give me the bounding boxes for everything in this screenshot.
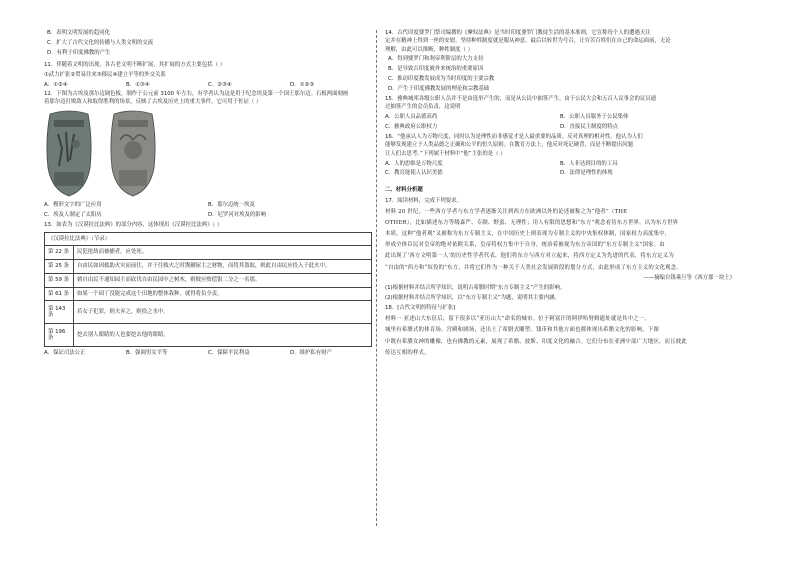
q16-stem-line1: 16．“他承认人为万物尺度，同时认为是理性而非感觉才是人最重要的品质。反对真理的相对性，他认为人们 bbox=[385, 134, 643, 141]
q13-stem: 13．如表为《汉谟拉比法典》的部分内容，这体现出《汉谟拉比法典》（ ） bbox=[44, 221, 223, 228]
q11-option-b: B．①③④ bbox=[126, 81, 150, 88]
palette-front-image bbox=[44, 110, 94, 198]
q12-options bbox=[44, 202, 372, 219]
q12-option-a: A．楔形文字的广泛应用 bbox=[44, 201, 102, 208]
q11-stem: 11．伴随着文明的出现，各古老文明不断扩展，其扩展的方式主要包括（ ） bbox=[44, 61, 226, 68]
q18-material-line: 材料一 亚述山大东征后，留下很多以“亚历山大”命名的城市。位于阿富汗的阿伊哈努姆遗址就是其中之一， bbox=[385, 316, 650, 323]
option-c: C．扩大了古代文化的传播与人类文明的交流 bbox=[47, 39, 154, 46]
q13-option-a: A．保证司法公正 bbox=[44, 350, 86, 357]
table-cell-article: 第 59 条 bbox=[45, 273, 74, 287]
right-column bbox=[385, 30, 735, 360]
table-cell-article: 第 25 条 bbox=[45, 260, 74, 274]
q14-option-c: C．推动印度教发展成为当时印度的主要宗教 bbox=[388, 76, 495, 83]
q16-option-d: D．法律是理性的体现 bbox=[560, 170, 613, 177]
q15-options bbox=[385, 114, 735, 131]
q16-option-b: B．人非达到目的的工具 bbox=[560, 160, 618, 167]
q14-stem-line2: 定并在精神上得到一丝的安慰，坚持种姓制度就是服从神意，最后以转世为号召，让穷苦百姓们在自己的命运面前，无论 bbox=[385, 38, 671, 45]
table-row bbox=[45, 324, 372, 347]
q15-option-c: C．雅典政府公职权力 bbox=[385, 124, 438, 131]
table-row bbox=[45, 301, 372, 324]
q16-option-a: A．人的思维是万物尺度 bbox=[385, 160, 443, 167]
section-heading: 二、材料分析题 bbox=[385, 187, 423, 193]
table-title: 《汉谟拉比法典》（节录） bbox=[45, 232, 372, 246]
column-divider bbox=[376, 30, 377, 526]
table-row bbox=[45, 246, 372, 260]
q18-material-line: 城里有希腊式的体育场、宫殿和剧场，还出土了希腊式雕塑。钱币和其他方面也都体现出希腊文化的影响。下图 bbox=[385, 327, 659, 334]
left-column bbox=[44, 30, 372, 360]
q17-material-line: OTHER），比如描述东方等级森严、专制、野蛮、无理性；用人有限的思想和“东方”观念看待东方世界，认为东方世界 bbox=[385, 219, 679, 226]
palette-back-image bbox=[108, 110, 158, 198]
option-b: B．表明文明发展的趋同化 bbox=[47, 30, 110, 36]
q15-option-a: A．公职人员品德高尚 bbox=[385, 114, 438, 121]
q11-option-a: A．①②④ bbox=[44, 81, 68, 88]
q17-stem: 17．阅读材料，完成下列要求。 bbox=[385, 197, 462, 204]
q16-option-c: C．教育能使人认识美德 bbox=[385, 170, 443, 177]
q14-option-d: D．产生于印度佛教发展的理论和宗教基础 bbox=[388, 86, 490, 93]
q13-option-c: C．保障平民利益 bbox=[208, 350, 250, 357]
table-row bbox=[45, 273, 372, 287]
q15-option-d: D．直接民主制度的特点 bbox=[560, 124, 619, 131]
option-d: D．有利于印度佛教的产生 bbox=[47, 49, 111, 56]
q18-material-line: 中既有希腊女神的雕像，也有佛教的元素，展现了希腊、波斯、印度文化的融合。它们分布在亚洲中部广大地区，而且彼此 bbox=[385, 338, 687, 345]
table-row bbox=[45, 260, 372, 274]
q14-option-b: B．是导致古印度被外来统治的重要原因 bbox=[388, 66, 484, 73]
q12-option-c: C．埃及人制定了太阳历 bbox=[44, 211, 102, 218]
q17-material-line: 此出现了‘西方文明第一人’的历史性学者代表，他们将东方与西方对立起来，将西方定义为先进的代表，将东方定义为 bbox=[385, 253, 674, 260]
q15-stem-line1: 15．雅典城邦各级公职人员并不是由选举产生的，而是从公民中抽签产生。由于公民大会和五百人议事会的议员通 bbox=[385, 96, 657, 103]
table-cell-text: 自由民如因救助火灾而前往，并于往救火之时觊觎屋主之财物，而将其盗取，则此自由民应投入于此火中。 bbox=[74, 260, 372, 274]
q18-material-line: 传达互相的样式。 bbox=[385, 349, 430, 356]
q11-option-d: D．①②③ bbox=[290, 81, 315, 88]
q14-stem-line1: 14．古代印度婆罗门祭司编撰的《摩奴法典》是当时印度婆罗门教徒生活的基本准则，它宣称每个人的遭遇天注 bbox=[385, 30, 651, 36]
q12-stem-line2: 着那尔迈打败敌人和取得胜利的场景，反映了古埃及历史上的重大事件。它可用于佐证（ ） bbox=[44, 99, 262, 106]
table-title-row bbox=[45, 232, 372, 246]
q16-stem-line3: 让人们去思考。”下列属于材料中“他”主张的是（ ） bbox=[385, 150, 506, 157]
q17-material-line: 材料 20 世纪，一些西方学者与东方学者逐渐关注到西方在欧洲以外的论述被称之为“他者”（THE bbox=[385, 208, 628, 215]
q15-option-b: B．公职人员服务于公民集体 bbox=[560, 114, 629, 121]
q12-stem-line1: 12．下图为古埃及那尔迈调色板，制作于公元前 3100 年左右，有学者认为这是用于纪念埃及第一个国王那尔迈。石板两面刻画 bbox=[44, 91, 349, 98]
hammurabi-table bbox=[44, 232, 372, 348]
table-cell-text: 如果一个园丁没能完成这个田地的整体栽种，就得将负全责。 bbox=[74, 287, 372, 301]
q17-subquestion-2: (2)根据材料并结合所学知识，以“东方专制主义”为题，说明其主要内涵。 bbox=[385, 294, 560, 301]
q17-material-line: 本质。这种“他者观”又被称为东方专制主义，在中国历史上则表现为专制主义的中央集权体制，国家权力高度集中， bbox=[385, 231, 671, 238]
q12-option-b: B．那尔迈统一埃及 bbox=[208, 201, 255, 208]
q17-material-line: “自由的”西方和“奴役的”东方，并将它们作为一种关于人类社会发展阶段的划分方式，由此形成了东方主义的文化观念。 bbox=[385, 264, 682, 271]
table-cell-article: 第 196 条 bbox=[45, 324, 74, 347]
q17-subquestion-1: (1)根据材料并结合所学知识，说明古希腊时期“东方专制主义”产生的影响。 bbox=[385, 284, 566, 291]
q18-stem: 18．[古代文明的特征与扩张] bbox=[385, 305, 456, 312]
table-cell-article: 第 61 条 bbox=[45, 287, 74, 301]
q15-stem-line2: 过抽签产生的会员负责，这说明 bbox=[385, 104, 461, 111]
q12-option-d: D．尼罗河对埃及的影响 bbox=[208, 211, 267, 218]
table-cell-article: 第 143 条 bbox=[45, 301, 74, 324]
table-cell-text: 民犯抢劫而被捕者，应处死。 bbox=[74, 246, 372, 260]
q11-option-c: C．②③④ bbox=[208, 81, 232, 88]
table-cell-text: 倘自由民不通知园主而砍伐自由民园中之树木，则彼应赔偿银二分之一名那。 bbox=[74, 273, 372, 287]
q13-option-b: B．强调男女平等 bbox=[126, 350, 168, 357]
q14-option-a: A．得到婆罗门和刹帝利阶层的大力支持 bbox=[388, 56, 484, 63]
q13-options bbox=[44, 350, 372, 357]
narmer-palette-images bbox=[44, 110, 372, 198]
q11-options bbox=[44, 82, 372, 89]
q17-source: ——摘编自钱乘旦等《西方那一块土》 bbox=[643, 274, 735, 281]
table-cell-text: 挖去别人眼睛的人也要挖去他的眼睛。 bbox=[74, 324, 372, 347]
q17-material-line: 形成全体臣民对皇帝的绝对依附关系，皇帝将权力集中于自身，统治着被视为东方帝国的“东方专制主义”国家。由 bbox=[385, 242, 665, 249]
q13-option-d: D．维护私有财产 bbox=[290, 350, 332, 357]
q14-stem-line3: 理解，由此可以推断，种姓制度（ ） bbox=[385, 46, 473, 53]
table-cell-text: 若女子犯罪，则夫弃之，则投之水中。 bbox=[74, 301, 372, 324]
q11-statements: ①武力扩张②贸易往来③移民④建立平等的外交关系 bbox=[44, 71, 166, 78]
q16-stem-line2: 能够发现建立于人类品德之正确和公平的恒久原则。在教育方法上，他反对死记硬背，而是不断提出问题 bbox=[385, 142, 633, 149]
q16-options bbox=[385, 161, 735, 178]
table-row bbox=[45, 287, 372, 301]
table-cell-article: 第 22 条 bbox=[45, 246, 74, 260]
